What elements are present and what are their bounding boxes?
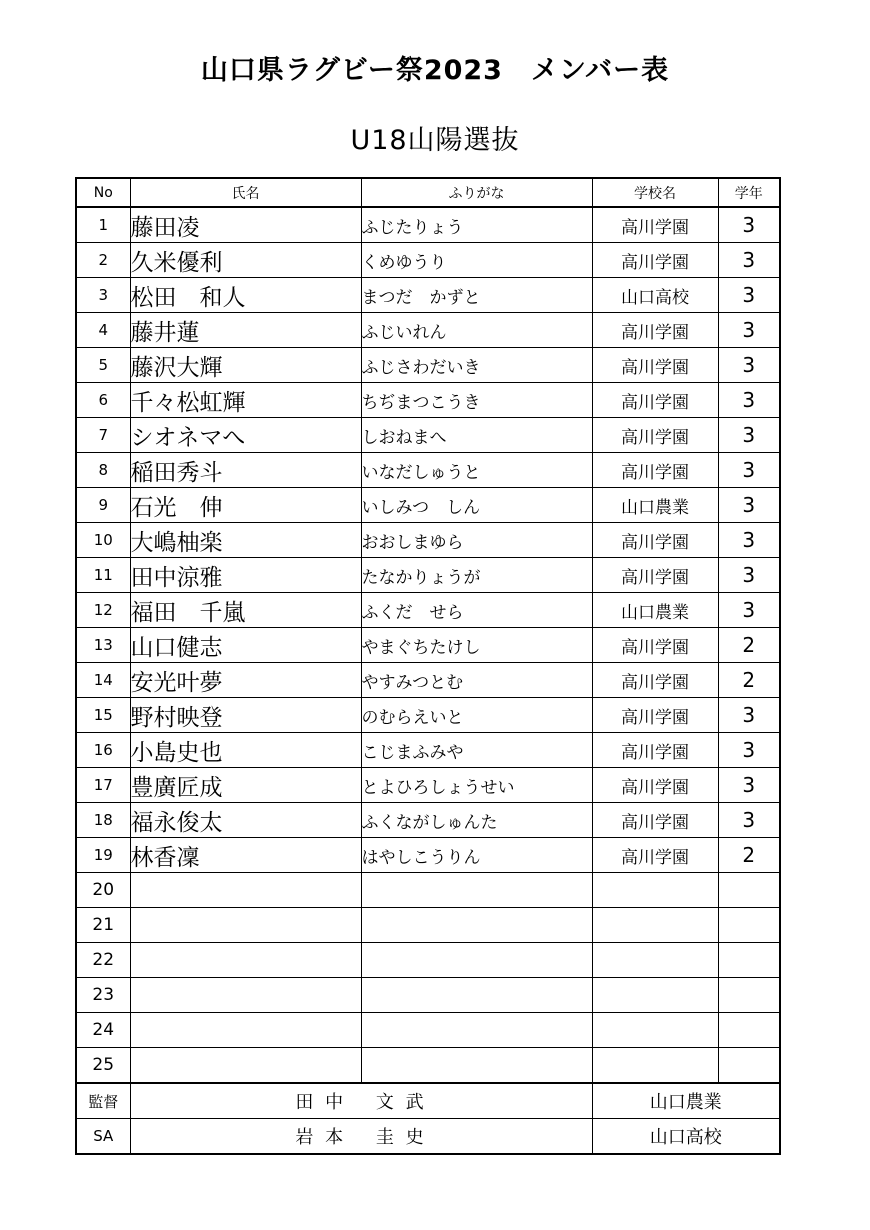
- table-row: [76, 733, 780, 768]
- player-no: 24: [76, 1013, 130, 1048]
- player-grade: [718, 1048, 780, 1084]
- player-school: 高川学園: [592, 453, 718, 488]
- player-rows: [76, 207, 780, 1083]
- player-no: 23: [76, 978, 130, 1013]
- player-name: 福田 千嵐: [130, 593, 361, 628]
- table-row: [76, 313, 780, 348]
- player-grade: 3: [718, 278, 780, 313]
- player-no: 11: [76, 558, 130, 593]
- player-kana: いしみつ しん: [361, 488, 592, 523]
- player-school: 高川学園: [592, 523, 718, 558]
- player-no: 16: [76, 733, 130, 768]
- header-school: 学校名: [592, 178, 718, 207]
- player-name: 林香凜: [130, 838, 361, 873]
- player-name: 藤井蓮: [130, 313, 361, 348]
- table-row: [76, 1048, 780, 1084]
- player-kana: ふじいれん: [361, 313, 592, 348]
- player-kana: ふくだ せら: [361, 593, 592, 628]
- staff-role: SA: [76, 1119, 130, 1155]
- header-kana: ふりがな: [361, 178, 592, 207]
- player-school: 高川学園: [592, 243, 718, 278]
- player-kana: しおねまへ: [361, 418, 592, 453]
- table-row: [76, 663, 780, 698]
- table-row: [76, 523, 780, 558]
- player-grade: 3: [718, 593, 780, 628]
- header-name: 氏名: [130, 178, 361, 207]
- player-school: 高川学園: [592, 768, 718, 803]
- player-kana: いなだしゅうと: [361, 453, 592, 488]
- player-no: 12: [76, 593, 130, 628]
- player-grade: 3: [718, 418, 780, 453]
- table-row: [76, 1013, 780, 1048]
- player-grade: 2: [718, 628, 780, 663]
- player-grade: [718, 908, 780, 943]
- player-kana: くめゆうり: [361, 243, 592, 278]
- player-no: 6: [76, 383, 130, 418]
- table-row: [76, 838, 780, 873]
- player-kana: やまぐちたけし: [361, 628, 592, 663]
- player-grade: 3: [718, 488, 780, 523]
- table-row: [76, 348, 780, 383]
- member-table: [75, 177, 781, 1155]
- player-no: 15: [76, 698, 130, 733]
- player-school: 山口農業: [592, 593, 718, 628]
- player-grade: 3: [718, 243, 780, 278]
- player-kana: やすみつとむ: [361, 663, 592, 698]
- header-grade: 学年: [718, 178, 780, 207]
- table-row: [76, 698, 780, 733]
- player-grade: 3: [718, 348, 780, 383]
- player-no: 22: [76, 943, 130, 978]
- player-name: 稲田秀斗: [130, 453, 361, 488]
- table-row: [76, 243, 780, 278]
- table-row: [76, 628, 780, 663]
- player-school: 高川学園: [592, 207, 718, 243]
- player-kana: [361, 943, 592, 978]
- player-no: 18: [76, 803, 130, 838]
- table-header-row: [76, 178, 780, 207]
- player-no: 1: [76, 207, 130, 243]
- table-row: [76, 278, 780, 313]
- player-kana: [361, 873, 592, 908]
- player-kana: たなかりょうが: [361, 558, 592, 593]
- player-no: 20: [76, 873, 130, 908]
- player-grade: 2: [718, 838, 780, 873]
- header-no: No: [76, 178, 130, 207]
- player-kana: ふじたりょう: [361, 207, 592, 243]
- player-name: [130, 978, 361, 1013]
- staff-rows: [76, 1083, 780, 1154]
- player-no: 17: [76, 768, 130, 803]
- player-kana: こじまふみや: [361, 733, 592, 768]
- player-grade: 2: [718, 663, 780, 698]
- player-name: 豊廣匠成: [130, 768, 361, 803]
- player-school: 高川学園: [592, 838, 718, 873]
- table-row: [76, 207, 780, 243]
- player-grade: 3: [718, 733, 780, 768]
- player-name: 石光 伸: [130, 488, 361, 523]
- table-row: [76, 593, 780, 628]
- player-no: 5: [76, 348, 130, 383]
- player-name: [130, 1048, 361, 1084]
- player-grade: 3: [718, 383, 780, 418]
- player-grade: 3: [718, 558, 780, 593]
- player-grade: [718, 978, 780, 1013]
- player-school: 山口高校: [592, 278, 718, 313]
- player-kana: [361, 1048, 592, 1084]
- player-grade: 3: [718, 698, 780, 733]
- table-row: [76, 768, 780, 803]
- player-name: 松田 和人: [130, 278, 361, 313]
- player-school: 高川学園: [592, 418, 718, 453]
- player-school: 高川学園: [592, 383, 718, 418]
- player-kana: [361, 908, 592, 943]
- table-row: [76, 873, 780, 908]
- table-row: [76, 978, 780, 1013]
- player-kana: のむらえいと: [361, 698, 592, 733]
- player-kana: おおしまゆら: [361, 523, 592, 558]
- table-row: [76, 803, 780, 838]
- player-no: 4: [76, 313, 130, 348]
- player-name: 田中涼雅: [130, 558, 361, 593]
- player-no: 19: [76, 838, 130, 873]
- player-name: 久米優利: [130, 243, 361, 278]
- player-kana: ふくながしゅんた: [361, 803, 592, 838]
- table-row: [76, 558, 780, 593]
- player-name: 野村映登: [130, 698, 361, 733]
- player-school: [592, 908, 718, 943]
- player-school: 高川学園: [592, 663, 718, 698]
- player-school: 高川学園: [592, 628, 718, 663]
- player-no: 9: [76, 488, 130, 523]
- player-school: 高川学園: [592, 698, 718, 733]
- player-name: 千々松虹輝: [130, 383, 361, 418]
- staff-school: 山口高校: [592, 1119, 780, 1155]
- player-school: [592, 978, 718, 1013]
- table-row: [76, 383, 780, 418]
- staff-row: [76, 1083, 780, 1119]
- player-no: 21: [76, 908, 130, 943]
- player-grade: 3: [718, 523, 780, 558]
- staff-name: 田 中 文 武: [130, 1083, 592, 1119]
- player-school: 高川学園: [592, 558, 718, 593]
- player-name: [130, 873, 361, 908]
- player-school: 山口農業: [592, 488, 718, 523]
- player-kana: [361, 1013, 592, 1048]
- player-no: 7: [76, 418, 130, 453]
- table-row: [76, 453, 780, 488]
- player-school: 高川学園: [592, 313, 718, 348]
- player-school: [592, 873, 718, 908]
- table-row: [76, 418, 780, 453]
- player-kana: [361, 978, 592, 1013]
- staff-role: 監督: [76, 1083, 130, 1119]
- table-row: [76, 488, 780, 523]
- player-name: [130, 908, 361, 943]
- staff-school: 山口農業: [592, 1083, 780, 1119]
- team-name: U18山陽選抜: [350, 125, 520, 156]
- player-grade: [718, 873, 780, 908]
- player-no: 25: [76, 1048, 130, 1084]
- table-row: [76, 943, 780, 978]
- staff-row: [76, 1119, 780, 1155]
- player-kana: ちぢまつこうき: [361, 383, 592, 418]
- player-no: 13: [76, 628, 130, 663]
- player-name: 小島史也: [130, 733, 361, 768]
- player-kana: はやしこうりん: [361, 838, 592, 873]
- table-row: [76, 908, 780, 943]
- player-no: 10: [76, 523, 130, 558]
- player-grade: 3: [718, 313, 780, 348]
- player-grade: [718, 1013, 780, 1048]
- player-kana: ふじさわだいき: [361, 348, 592, 383]
- player-grade: [718, 943, 780, 978]
- player-name: [130, 943, 361, 978]
- player-school: [592, 943, 718, 978]
- player-no: 3: [76, 278, 130, 313]
- player-name: 山口健志: [130, 628, 361, 663]
- staff-name: 岩 本 圭 史: [130, 1119, 592, 1155]
- player-school: 高川学園: [592, 733, 718, 768]
- player-grade: 3: [718, 207, 780, 243]
- player-grade: 3: [718, 768, 780, 803]
- player-kana: まつだ かずと: [361, 278, 592, 313]
- player-school: [592, 1048, 718, 1084]
- player-name: [130, 1013, 361, 1048]
- player-no: 8: [76, 453, 130, 488]
- player-school: 高川学園: [592, 348, 718, 383]
- player-name: 安光叶夢: [130, 663, 361, 698]
- player-no: 2: [76, 243, 130, 278]
- player-grade: 3: [718, 803, 780, 838]
- player-school: 高川学園: [592, 803, 718, 838]
- player-grade: 3: [718, 453, 780, 488]
- player-name: 福永俊太: [130, 803, 361, 838]
- document-title: 山口県ラグビー祭2023 メンバー表: [200, 55, 670, 86]
- player-name: 大嶋柚楽: [130, 523, 361, 558]
- player-school: [592, 1013, 718, 1048]
- player-name: 藤田凌: [130, 207, 361, 243]
- player-no: 14: [76, 663, 130, 698]
- player-name: 藤沢大輝: [130, 348, 361, 383]
- player-name: シオネマへ: [130, 418, 361, 453]
- player-kana: とよひろしょうせい: [361, 768, 592, 803]
